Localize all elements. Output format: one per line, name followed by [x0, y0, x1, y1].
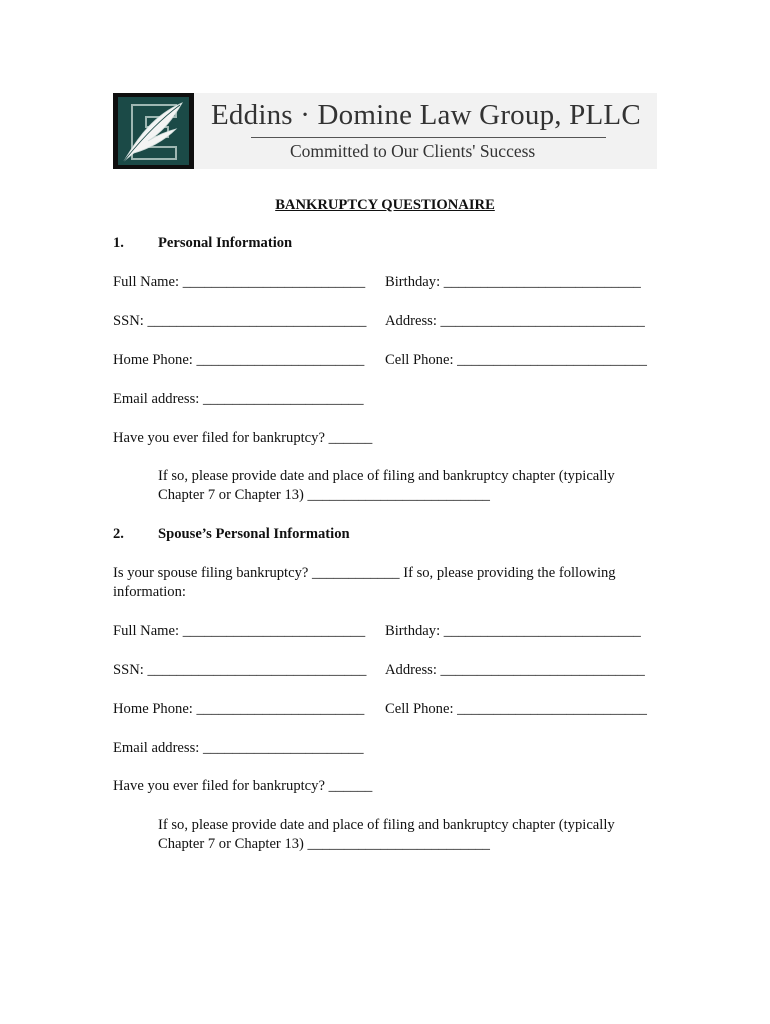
spouse-home-phone-field[interactable]: Home Phone: _______________________: [113, 701, 365, 717]
spouse-email-field[interactable]: Email address: ______________________: [113, 740, 364, 756]
home-phone-field[interactable]: Home Phone: _______________________: [113, 352, 365, 368]
prior-bankruptcy-field[interactable]: Have you ever filed for bankruptcy? ______: [113, 430, 373, 446]
form-title: BANKRUPTCY QUESTIONAIRE: [275, 197, 495, 213]
firm-tagline: Committed to Our Clients' Success: [290, 141, 536, 161]
spouse-filing-field[interactable]: Is your spouse filing bankruptcy? ____________ If so, please providing the following: [113, 565, 616, 581]
letterhead: [113, 93, 657, 169]
spouse-prior-filing-details-field[interactable]: Chapter 7 or Chapter 13) _________________________: [158, 836, 490, 852]
spouse-ssn-field[interactable]: SSN: ______________________________: [113, 662, 367, 678]
quill-e-logo-icon: [113, 93, 194, 169]
firm-name: Eddins · Domine Law Group, PLLC: [211, 99, 641, 131]
section-1-number: 1.: [113, 235, 124, 251]
spouse-filing-continued: information:: [113, 584, 186, 600]
spouse-prior-filing-details-label: If so, please provide date and place of filing and bankruptcy chapter (typically: [158, 817, 615, 833]
ssn-field[interactable]: SSN: ______________________________: [113, 313, 367, 329]
address-field[interactable]: Address: ____________________________: [385, 313, 645, 329]
prior-filing-details-label: If so, please provide date and place of filing and bankruptcy chapter (typically: [158, 468, 615, 484]
section-2-number: 2.: [113, 526, 124, 542]
spouse-full-name-field[interactable]: Full Name: _________________________: [113, 623, 366, 639]
section-2-title: Spouse’s Personal Information: [158, 526, 350, 542]
section-1-title: Personal Information: [158, 235, 293, 251]
spouse-prior-bankruptcy-field[interactable]: Have you ever filed for bankruptcy? ______: [113, 778, 373, 794]
letterhead-divider: [251, 137, 606, 138]
full-name-field[interactable]: Full Name: _________________________: [113, 274, 366, 290]
spouse-birthday-field[interactable]: Birthday: ___________________________: [385, 623, 641, 639]
email-field[interactable]: Email address: ______________________: [113, 391, 364, 407]
spouse-cell-phone-field[interactable]: Cell Phone: __________________________: [385, 701, 647, 717]
cell-phone-field[interactable]: Cell Phone: __________________________: [385, 352, 647, 368]
birthday-field[interactable]: Birthday: ___________________________: [385, 274, 641, 290]
spouse-address-field[interactable]: Address: ____________________________: [385, 662, 645, 678]
prior-filing-details-field[interactable]: Chapter 7 or Chapter 13) _________________________: [158, 487, 490, 503]
